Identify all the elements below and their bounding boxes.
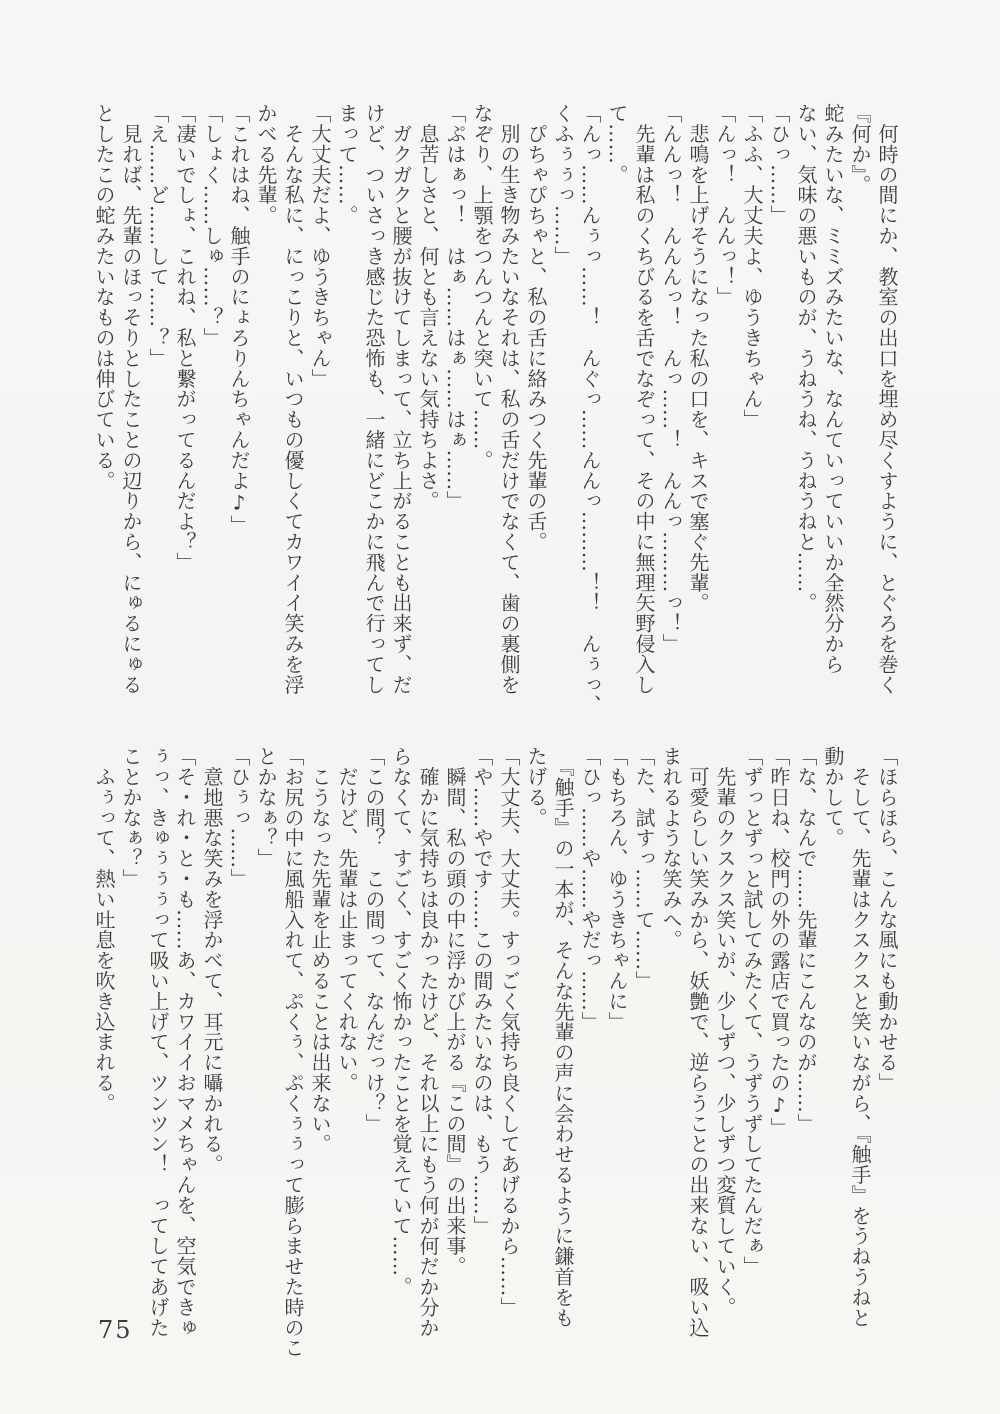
text-line: 「ひぅっ……」 [227,746,251,889]
page-number: 75 [98,1316,133,1344]
text-line: 「しょく……しゅ……？」 [200,103,224,348]
text-line: だけど、先輩は止まってくれない。 [335,746,359,1093]
text-line: そして、先輩はクスクスと笑いながら、『触手』をうねうねと [848,746,872,1328]
text-line: 動かして。 [821,746,845,848]
text-line: 「大丈夫、大丈夫。すっごく気持ち良くしてあげるから……」 [497,746,521,1318]
text-line: て……。 [605,103,629,185]
text-line: 「んっ……んぅっ……！ んぐっ……んんっ………！！ んぅっ、 [578,103,602,715]
text-line: ことかなぁ？」 [119,746,143,889]
text-line: 『触手』の一本が、そんな先輩の声に会わせるように鎌首をも [551,746,575,1328]
text-block-bottom [90,746,900,1368]
text-line: 先輩のクスクス笑いが、少しずつ、少しずつ変質していく。 [713,746,737,1318]
text-line: 「ひっ……や……やだっ……」 [578,746,602,1032]
text-line: 「んんっ！ んんんっ！ んっ……！ んんっ………っ！」 [659,103,683,654]
text-line: 「大丈夫だよ、ゆうきちゃん」 [308,103,332,389]
text-line: こうなった先輩を止めることは出来ない。 [308,746,332,1154]
text-line: そんな私に、にっこりと、いつもの優しくてカワイイ笑みを浮 [281,103,305,695]
text-line: ない、気味の悪いものが、うねうね、うねうねと……。 [794,103,818,613]
text-block-top [90,103,900,725]
text-line: 息苦しさと、何とも言えない気持ちよさ。 [416,103,440,511]
text-line: 瞬間、私の頭の中に浮かび上がる『この間』の出来事。 [443,746,467,1277]
text-line: 見れば、先輩のほっそりとしたことの辺りから、にゅるにゅる [119,103,143,695]
text-line: 蛇みたいな、ミミズみたいな、なんていっていいか全然分から [821,103,845,675]
text-line: 「これはね、触手のにょろりんちゃんだよ♪」 [227,103,251,536]
text-line: 「凄いでしょ、これね、私と繋がってるんだよ？」 [173,103,197,573]
text-line: 可愛らしい笑みから、妖艶で、逆らうことの出来ない、吸い込 [686,746,710,1338]
text-line: 「この間？ この間って、なんだっけ？」 [362,746,386,1134]
text-line: 「ふふ、大丈夫よ、ゆうきちゃん」 [740,103,764,430]
text-line: たげる。 [524,746,548,828]
text-line: 「昨日ね、校門の外の露店で買ったの♪」 [767,746,791,1138]
text-line: まって……。 [335,103,359,226]
text-line: ぅっ、きゅぅぅぅって吸い上げて、ツンツン！ ってしてあげた [146,746,170,1338]
text-line: けど、ついさっき感じた恐怖も、一緒にどこかに飛んで行ってし [362,103,386,695]
text-line: らなくて、すごく、すごく怖かったことを覚えていて……。 [389,746,413,1297]
text-line: 確かに気持ちは良かったけど、それ以上にもう何が何だか分か [416,746,440,1338]
text-line: 別の生き物みたいなそれは、私の舌だけでなくて、歯の裏側を [497,103,521,695]
text-line: 先輩は私のくちびるを舌でなぞって、その中に無理矢野侵入し [632,103,656,695]
text-line: ガクガクと腰が抜けてしまって、立ち上がることも出来ず、だ [389,103,413,695]
text-line: くふぅぅっ……」 [551,103,575,267]
text-line: 「お尻の中に風船入れて、ぷくぅ、ぷくぅぅって膨らませた時のこ [281,746,305,1358]
text-line: なぞり、上顎をつんつんと突いて……。 [470,103,494,471]
text-line: 「もちろん、ゆうきちゃんに」 [605,746,629,1032]
text-line: 『何か』。 [848,103,872,195]
text-line: かべる先輩。 [254,103,278,226]
text-line: 「や……やです……この間みたいなのは、もう……」 [470,746,494,1236]
text-line: 「そ・れ・と・も……あ、カワイイおマメちゃんを、空気できゅ [173,746,197,1338]
text-line: としたこの蛇みたいなものは伸びている。 [92,103,116,491]
text-line: とかなぁ？」 [254,746,278,869]
text-line: 「ずっとずっと試してみたくて、うずうずしてたんだぁ」 [740,746,764,1277]
text-line: 意地悪な笑みを浮かべて、耳元に囁かれる。 [200,746,224,1175]
text-line: まれるような笑みへ。 [659,746,683,950]
text-line: 何時の間にか、教室の出口を埋め尽くすように、とぐろを巻く [875,103,899,695]
text-line: 「ぷはぁっ！ はぁ……はぁ……はぁ……」 [443,103,467,511]
text-line: 「ひっ……」 [767,103,791,226]
text-line: 「た、試すっ……て……」 [632,746,656,991]
text-line: 「え……ど……して……？」 [146,103,170,369]
text-line: 悲鳴を上げそうになった私の口を、キスで塞ぐ先輩。 [686,103,710,613]
text-line: ふぅって、熱い吐息を吹き込まれる。 [92,746,116,1114]
text-line: 「ほらほら、こんな風にも動かせる」 [875,746,899,1093]
text-line: 「んっ！ んんっ！」 [713,103,737,307]
text-line: 「な、なんで……先輩にこんなのが……」 [794,746,818,1134]
text-line: ぴちゃぴちゃと、私の舌に絡みつく先輩の舌。 [524,103,548,552]
